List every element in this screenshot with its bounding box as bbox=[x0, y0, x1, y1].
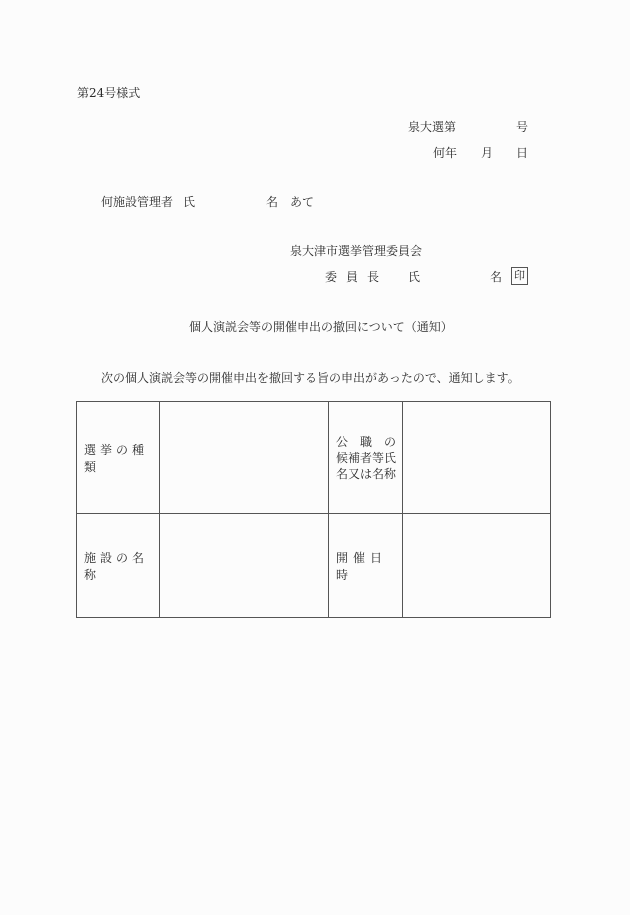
addressee-name-shi: 氏 bbox=[183, 195, 196, 209]
sender-name-shi: 氏 bbox=[408, 270, 421, 284]
table-row bbox=[77, 514, 551, 618]
candidate-name-label-line-2: 候補者等氏 bbox=[336, 450, 397, 465]
date-month: 月 bbox=[481, 146, 494, 160]
sender-position: 委員長 bbox=[325, 270, 389, 284]
event-datetime-label: 開催日時 bbox=[329, 514, 403, 618]
candidate-name-label bbox=[329, 402, 403, 514]
seal-stamp-icon: 印 bbox=[511, 267, 528, 285]
addressee-title: 何施設管理者 bbox=[101, 195, 174, 209]
facility-name-label: 施設の名称 bbox=[77, 514, 160, 618]
date-day: 日 bbox=[516, 146, 529, 160]
candidate-name-value[interactable] bbox=[403, 402, 551, 514]
event-datetime-value[interactable] bbox=[403, 514, 551, 618]
document-title: 個人演説会等の開催申出の撤回について（通知） bbox=[189, 320, 453, 334]
body-text: 次の個人演説会等の開催申出を撤回する旨の申出があったので、通知します。 bbox=[101, 371, 520, 385]
candidate-name-label-line-3: 名又は名称 bbox=[336, 466, 397, 481]
table-row bbox=[77, 402, 551, 514]
candidate-name-label-line-1: 公 職 の bbox=[336, 434, 397, 449]
reference-number-suffix: 号 bbox=[516, 120, 529, 134]
form-number: 第24号様式 bbox=[77, 86, 141, 100]
election-type-value[interactable] bbox=[160, 402, 329, 514]
reference-number-prefix: 泉大選第 bbox=[408, 120, 457, 134]
sender-name-mei: 名 bbox=[490, 270, 503, 284]
date-year: 何年 bbox=[433, 146, 458, 160]
notice-details-table bbox=[76, 401, 551, 618]
addressee-name-mei: 名 あて bbox=[266, 195, 315, 209]
election-type-label: 選挙の種類 bbox=[77, 402, 160, 514]
sender-organization: 泉大津市選挙管理委員会 bbox=[290, 244, 423, 258]
facility-name-value[interactable] bbox=[160, 514, 329, 618]
